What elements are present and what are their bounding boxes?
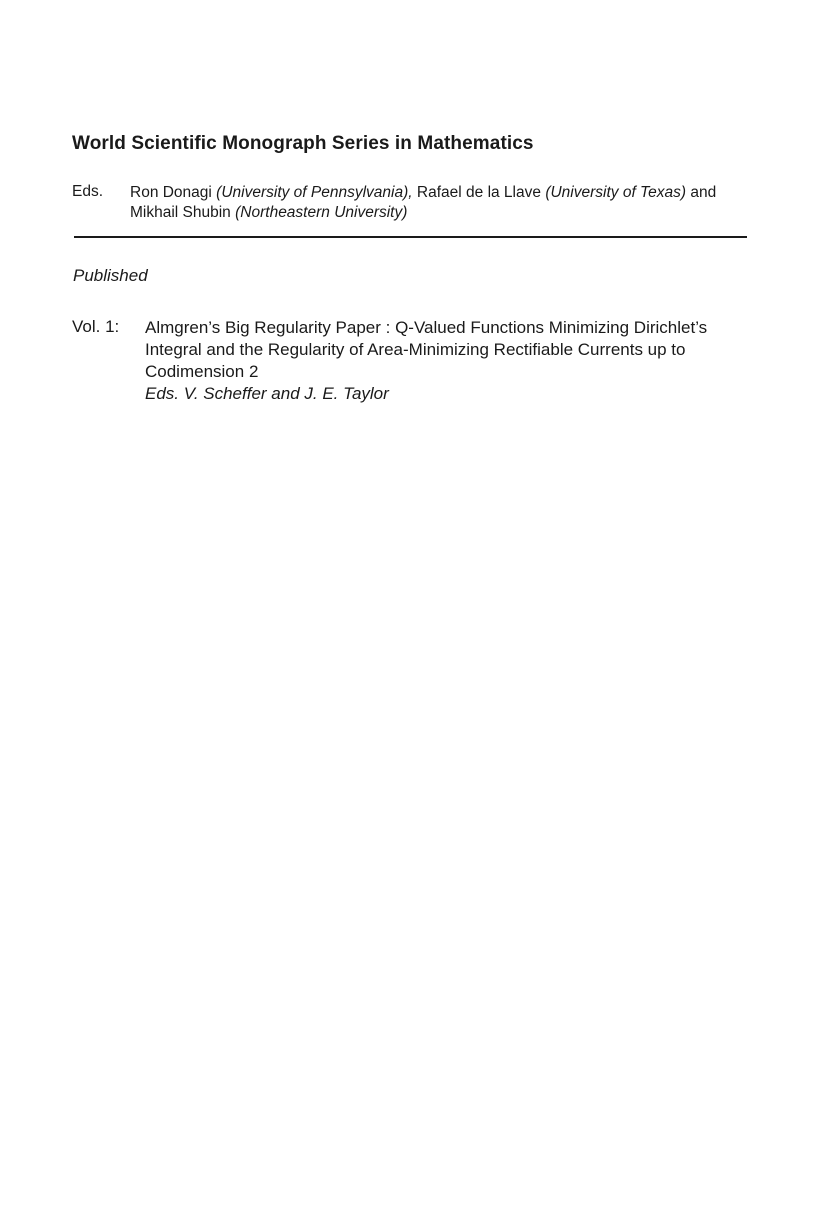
editor-name: Mikhail Shubin <box>130 204 231 221</box>
editor-name: Rafael de la Llave <box>416 184 541 201</box>
volume-title-line: Codimension 2 <box>145 362 259 381</box>
editor-affiliation: (University of Texas) <box>545 184 687 201</box>
editors-label: Eds. <box>72 183 104 200</box>
editor-name: Ron Donagi <box>130 184 212 201</box>
editors-line-2 <box>130 203 770 223</box>
volume-title-line: Integral and the Regularity of Area-Minimizing Rectifiable Currents up to <box>145 340 686 359</box>
editors-list <box>130 183 770 223</box>
volume-title-line: Almgren’s Big Regularity Paper : Q-Valued Functions Minimizing Dirichlet’s <box>145 318 708 337</box>
divider-rule <box>74 236 747 238</box>
volume-entry <box>145 317 785 405</box>
volume-editors: Eds. V. Scheffer and J. E. Taylor <box>145 384 389 403</box>
section-heading: Published <box>73 266 148 285</box>
series-title: World Scientific Monograph Series in Mathematics <box>72 133 534 154</box>
editors-conjunction: and <box>690 184 717 201</box>
editor-affiliation: (Northeastern University) <box>235 204 408 221</box>
volume-number: Vol. 1: <box>72 317 120 336</box>
editors-line-1 <box>130 183 770 203</box>
editor-affiliation: (University of Pennsylvania), <box>216 184 413 201</box>
